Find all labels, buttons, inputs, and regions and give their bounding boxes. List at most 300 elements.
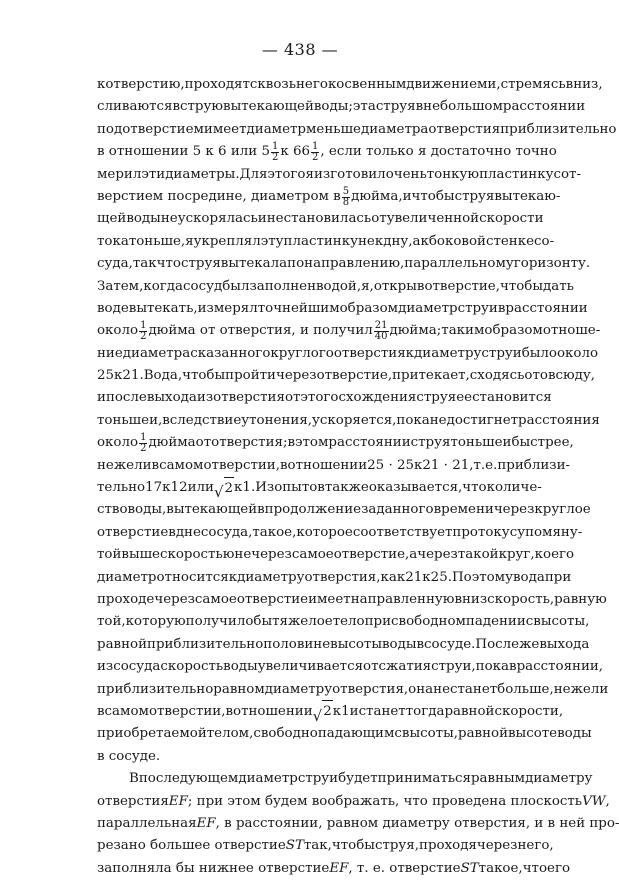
word: которое	[296, 524, 353, 540]
word: равном	[213, 681, 265, 697]
word: скорости	[479, 211, 544, 227]
word: через	[417, 547, 458, 563]
word: отверстия,	[332, 681, 409, 697]
word: в	[416, 636, 425, 652]
word: достигнет	[446, 412, 519, 428]
symbol-VW: VW	[582, 793, 606, 809]
word: ускоряется,	[312, 412, 397, 428]
word: притекает,	[392, 368, 470, 384]
square-root-two	[214, 477, 234, 500]
word: меньше	[306, 121, 361, 137]
word: диаметру	[237, 569, 305, 585]
word: отверстия	[97, 793, 169, 809]
word: эти	[141, 166, 166, 182]
word: вытекаю-	[494, 188, 561, 204]
word: горизонту.	[513, 256, 591, 272]
word: я,	[361, 278, 374, 294]
text-line	[97, 387, 552, 409]
text-line	[97, 298, 588, 320]
word: в	[168, 524, 176, 540]
word: 1	[341, 703, 350, 719]
word: вытекала	[220, 256, 288, 272]
word: боковой	[428, 233, 486, 249]
word: к	[162, 480, 171, 496]
word: высоты	[330, 636, 382, 652]
word: тоньше	[97, 412, 150, 428]
word: проходят	[184, 77, 250, 92]
symbol-EF: EF	[168, 793, 188, 809]
word: тело	[332, 614, 365, 630]
word: с	[509, 524, 518, 540]
word: количе-	[486, 480, 542, 496]
text-line	[97, 74, 603, 96]
word: был	[222, 278, 250, 294]
word: тогда	[405, 703, 445, 719]
word: струя	[454, 188, 495, 204]
word: сквозь	[249, 77, 296, 92]
word: т.	[473, 457, 486, 473]
fraction-denominator: 2	[312, 151, 319, 163]
word: которую	[125, 614, 186, 630]
word: отверстием	[122, 121, 204, 137]
word: становилась	[283, 211, 372, 227]
word: бы	[253, 614, 273, 630]
word: через	[275, 368, 317, 384]
word: диаметру	[414, 345, 482, 361]
word: отверстие,	[333, 547, 410, 563]
word: также	[324, 480, 369, 496]
word: и	[257, 211, 267, 227]
word: отверстию,	[105, 77, 185, 92]
text-line	[97, 96, 586, 118]
fraction-numerator: 1	[140, 319, 147, 331]
radicand: 2	[224, 477, 235, 500]
word: движением	[406, 77, 488, 92]
word: а	[409, 547, 418, 563]
word: диаметр	[246, 121, 307, 137]
word: и	[502, 435, 512, 451]
text-line	[97, 634, 590, 656]
word: сосуда,	[200, 524, 253, 540]
text-line	[97, 567, 572, 589]
symbol-EF: EF	[329, 860, 349, 876]
word: в	[280, 457, 288, 473]
word: водой,	[316, 278, 362, 294]
word: диаметра	[360, 121, 429, 137]
text-line	[97, 858, 571, 880]
word: его	[547, 860, 571, 876]
word: образом	[484, 323, 543, 339]
word: воды,	[127, 502, 167, 518]
word: не	[433, 681, 451, 697]
word: по	[287, 256, 305, 272]
word: с	[525, 614, 534, 630]
text-span: к 6	[280, 144, 302, 160]
word: от	[195, 435, 212, 451]
fraction-one-half	[311, 142, 319, 163]
word: больше,	[497, 681, 554, 697]
text-line	[97, 164, 581, 186]
word: при	[544, 569, 572, 585]
word: от	[363, 659, 379, 675]
word: точнейшим	[257, 300, 340, 316]
word: и	[97, 390, 106, 406]
word: с	[394, 726, 402, 742]
word: струи	[297, 771, 339, 787]
word: этого	[267, 166, 306, 182]
word: же	[519, 636, 540, 652]
word: быстрее,	[511, 435, 574, 451]
word: пластинку	[479, 166, 554, 182]
word: в	[287, 435, 295, 451]
word: небольшом	[423, 99, 503, 115]
word: круглого	[270, 345, 334, 361]
word: изготовил	[313, 166, 386, 182]
word: сказанного	[190, 345, 271, 361]
text-span: в отношении 5 к 6 или 5	[97, 144, 270, 160]
word: эта	[352, 99, 376, 115]
word: половине	[263, 636, 331, 652]
word: отноше-	[542, 323, 601, 339]
word: через	[251, 547, 292, 563]
word: свободно	[253, 726, 318, 742]
word: 21 · 21,	[422, 457, 474, 473]
word: продолжение	[264, 502, 362, 518]
word: Вода,	[143, 368, 183, 384]
word: 12	[170, 480, 188, 496]
symbol-ST: ST	[285, 838, 304, 854]
word: свободном	[391, 614, 466, 630]
word: диаметр	[238, 771, 298, 787]
word: стремясь	[500, 77, 566, 92]
word: под	[97, 121, 123, 137]
word: чтобы	[182, 368, 226, 384]
word: дюйма	[148, 435, 196, 451]
word: не	[160, 211, 178, 227]
text-line	[97, 522, 583, 544]
word: равную	[554, 591, 607, 607]
page-number: — 438 —	[261, 40, 339, 59]
text-line	[97, 365, 596, 387]
word: В	[129, 771, 139, 787]
word: опытов	[274, 480, 325, 496]
word: 17	[145, 480, 163, 496]
word: при	[364, 614, 392, 630]
text-span: верстием посредине, диаметром в	[97, 188, 341, 204]
word: сосуде.	[424, 636, 476, 652]
word: к	[114, 368, 123, 384]
word: отверстия	[213, 390, 285, 406]
word: дне	[175, 524, 201, 540]
word: круглое	[534, 502, 591, 518]
word: диаметр	[398, 300, 458, 316]
word: самое	[194, 591, 237, 607]
word: не	[429, 412, 447, 428]
fraction-denominator: 2	[140, 330, 147, 342]
text-line	[97, 701, 564, 725]
word: диаметру	[264, 681, 333, 697]
word: упомяну-	[517, 524, 583, 540]
fraction-one-half	[271, 142, 279, 163]
word: к	[332, 703, 342, 719]
word: измерял	[197, 300, 258, 316]
word: приблизи-	[497, 457, 571, 473]
word: отверстие	[97, 524, 169, 540]
word: расстоянии	[328, 435, 411, 451]
word: той	[97, 547, 122, 563]
word: имеет	[308, 591, 351, 607]
word: косвенным	[327, 77, 407, 92]
word: такое,	[478, 860, 523, 876]
word: воды	[223, 659, 258, 675]
fraction-numerator: 1	[140, 431, 147, 443]
text-line	[97, 813, 619, 835]
word: она	[408, 681, 434, 697]
word: получило	[185, 614, 254, 630]
text-line	[97, 410, 600, 432]
word: приобретаемой	[97, 726, 207, 742]
main-text	[97, 74, 619, 880]
word: и,	[487, 77, 501, 92]
word: пока	[475, 659, 510, 675]
word: к	[405, 345, 415, 361]
word: сливаются	[97, 99, 173, 115]
word: тяжелое	[272, 614, 333, 630]
word: утонения,	[241, 412, 313, 428]
word: 21.	[122, 368, 144, 384]
word: и	[349, 703, 359, 719]
word: очень	[385, 166, 427, 182]
word: было	[521, 345, 557, 361]
word: от-	[560, 166, 581, 182]
word: через	[476, 838, 518, 854]
word: диаметр	[97, 569, 157, 585]
word: становится	[472, 390, 552, 406]
word: падении	[465, 614, 526, 630]
word: расстоянии	[502, 99, 586, 115]
word: пластинку	[283, 233, 358, 249]
word: 25.	[430, 569, 452, 585]
word: сжатия	[378, 659, 432, 675]
word: струи	[457, 300, 498, 316]
text-line	[97, 431, 574, 454]
word: тонкую	[426, 166, 480, 182]
word: расстоянии	[505, 300, 588, 316]
word: таким	[441, 323, 485, 339]
word: чтобы	[411, 188, 455, 204]
word: диаметры.	[165, 166, 240, 182]
word: 25	[97, 368, 115, 384]
word: равной	[444, 703, 495, 719]
word: Для	[239, 166, 268, 182]
symbol-ST: ST	[460, 860, 479, 876]
word: воды	[126, 211, 161, 227]
word: отверстия,	[304, 569, 381, 585]
word: в	[257, 502, 265, 518]
word: я	[305, 166, 314, 182]
word: так	[132, 256, 157, 272]
word: стенке	[485, 233, 535, 249]
word: отверстие	[236, 591, 309, 607]
word: пока	[396, 412, 430, 428]
symbol-EF: EF	[196, 815, 216, 831]
fraction-denominator: 8	[342, 196, 350, 208]
word: высоты,	[533, 614, 590, 630]
fraction-denominator: 2	[271, 151, 279, 163]
word: струя	[180, 256, 221, 272]
text-line	[97, 544, 575, 566]
text-line	[97, 679, 609, 701]
word: последующем	[138, 771, 239, 787]
word: в	[415, 99, 424, 115]
word: щей	[97, 211, 127, 227]
word: вытекать,	[128, 300, 198, 316]
word: не	[234, 547, 252, 563]
word: тоньше,	[128, 233, 186, 249]
word: этого	[300, 390, 339, 406]
word: сосуд	[183, 278, 223, 294]
word: самом	[104, 703, 149, 719]
word: и	[402, 188, 412, 204]
word: тока	[97, 233, 129, 249]
word: высоты,	[401, 726, 458, 742]
word: Из	[255, 480, 275, 496]
fraction-numerator: 1	[271, 140, 279, 152]
word: выше	[121, 547, 160, 563]
word: равной	[458, 726, 509, 742]
word: вода	[512, 569, 545, 585]
word: отверстия	[428, 121, 501, 137]
word: струи	[481, 345, 522, 361]
word: Поэтому	[451, 569, 513, 585]
word: в	[225, 703, 234, 719]
word: той,	[97, 614, 126, 630]
text-line	[97, 589, 607, 611]
word: дюйма,	[351, 188, 403, 204]
word: около	[557, 345, 599, 361]
text-line	[97, 276, 574, 298]
word: коего	[534, 547, 575, 563]
word: когда	[143, 278, 184, 294]
radical-sign: √	[312, 706, 323, 725]
word: ; при этом будем воображать, что проведена плоскость	[187, 793, 583, 809]
word: как	[380, 569, 406, 585]
word: увеличенной	[386, 211, 480, 227]
fraction-one-half	[139, 433, 147, 454]
radicand: 2	[322, 700, 333, 723]
word: приблизительно	[500, 121, 617, 137]
word: воде	[97, 300, 129, 316]
word: соответствует	[352, 524, 453, 540]
word: так,	[303, 838, 332, 854]
word: 21	[405, 569, 423, 585]
word: отверстия;	[211, 435, 288, 451]
word: после	[105, 390, 147, 406]
word: станет	[450, 681, 498, 697]
text-line	[97, 119, 617, 141]
word: параллельная	[97, 815, 197, 831]
word: открыв	[373, 278, 425, 294]
word: отверстии,	[148, 703, 226, 719]
word: направленную	[350, 591, 455, 607]
text-line	[97, 499, 591, 521]
word: направлению,	[304, 256, 405, 272]
word: выхода	[146, 390, 197, 406]
word: струи,	[431, 659, 476, 675]
word: чтобы	[331, 838, 375, 854]
word: нежели	[553, 681, 609, 697]
word: струю	[180, 99, 224, 115]
fraction-denominator: 40	[374, 330, 388, 342]
word: от	[284, 390, 301, 406]
word: отверстия	[333, 345, 406, 361]
text-span: заполняла бы нижнее отверстие	[97, 860, 330, 876]
word: диаметра	[122, 345, 191, 361]
text-line	[97, 140, 557, 163]
text-line	[97, 455, 571, 477]
word: из	[196, 390, 214, 406]
word: приблизительно	[147, 636, 264, 652]
word: что	[462, 480, 487, 496]
word: укреплял	[193, 233, 261, 249]
word: в	[509, 659, 517, 675]
word: падающим	[317, 726, 395, 742]
word: к	[374, 233, 384, 249]
word: к	[228, 569, 238, 585]
word: увеличивается	[257, 659, 364, 675]
word: к	[234, 480, 243, 496]
fraction-denominator: 2	[140, 442, 147, 454]
word: а	[412, 233, 421, 249]
word: приблизительно	[97, 681, 214, 697]
word: отовсюду,	[524, 368, 596, 384]
text-span: около	[97, 323, 139, 339]
word: к	[422, 569, 431, 585]
text-line	[97, 656, 604, 678]
word: ее	[456, 390, 473, 406]
word: диаметру	[525, 771, 593, 787]
text-span: , в расстоянии, равном диаметру отверстия, и в ней про-	[215, 815, 619, 831]
word: проходя	[419, 838, 477, 854]
word: расстояния	[518, 412, 600, 428]
word: времени	[433, 502, 494, 518]
word: е.	[485, 457, 498, 473]
word: через	[154, 591, 195, 607]
word: 1.	[242, 480, 256, 496]
word: воды;	[313, 99, 353, 115]
word: станет	[358, 703, 406, 719]
fraction-numerator: 21	[374, 319, 388, 331]
word: сосуда	[113, 659, 161, 675]
word: в	[497, 300, 506, 316]
text-line	[97, 231, 555, 253]
text-span: дюйма от отверстия, и получил	[148, 323, 373, 339]
word: что	[156, 256, 181, 272]
text-line	[97, 253, 591, 275]
text-line	[97, 185, 561, 208]
text-line	[97, 723, 592, 745]
word: в	[172, 99, 181, 115]
word: параллельному	[404, 256, 514, 272]
word: него,	[517, 838, 554, 854]
word: что	[522, 860, 548, 876]
word: струя,	[374, 838, 420, 854]
word: телом,	[206, 726, 254, 742]
square-root-two	[313, 700, 333, 723]
word: Затем,	[97, 278, 144, 294]
word: с	[553, 166, 561, 182]
word: пройти	[225, 368, 276, 384]
